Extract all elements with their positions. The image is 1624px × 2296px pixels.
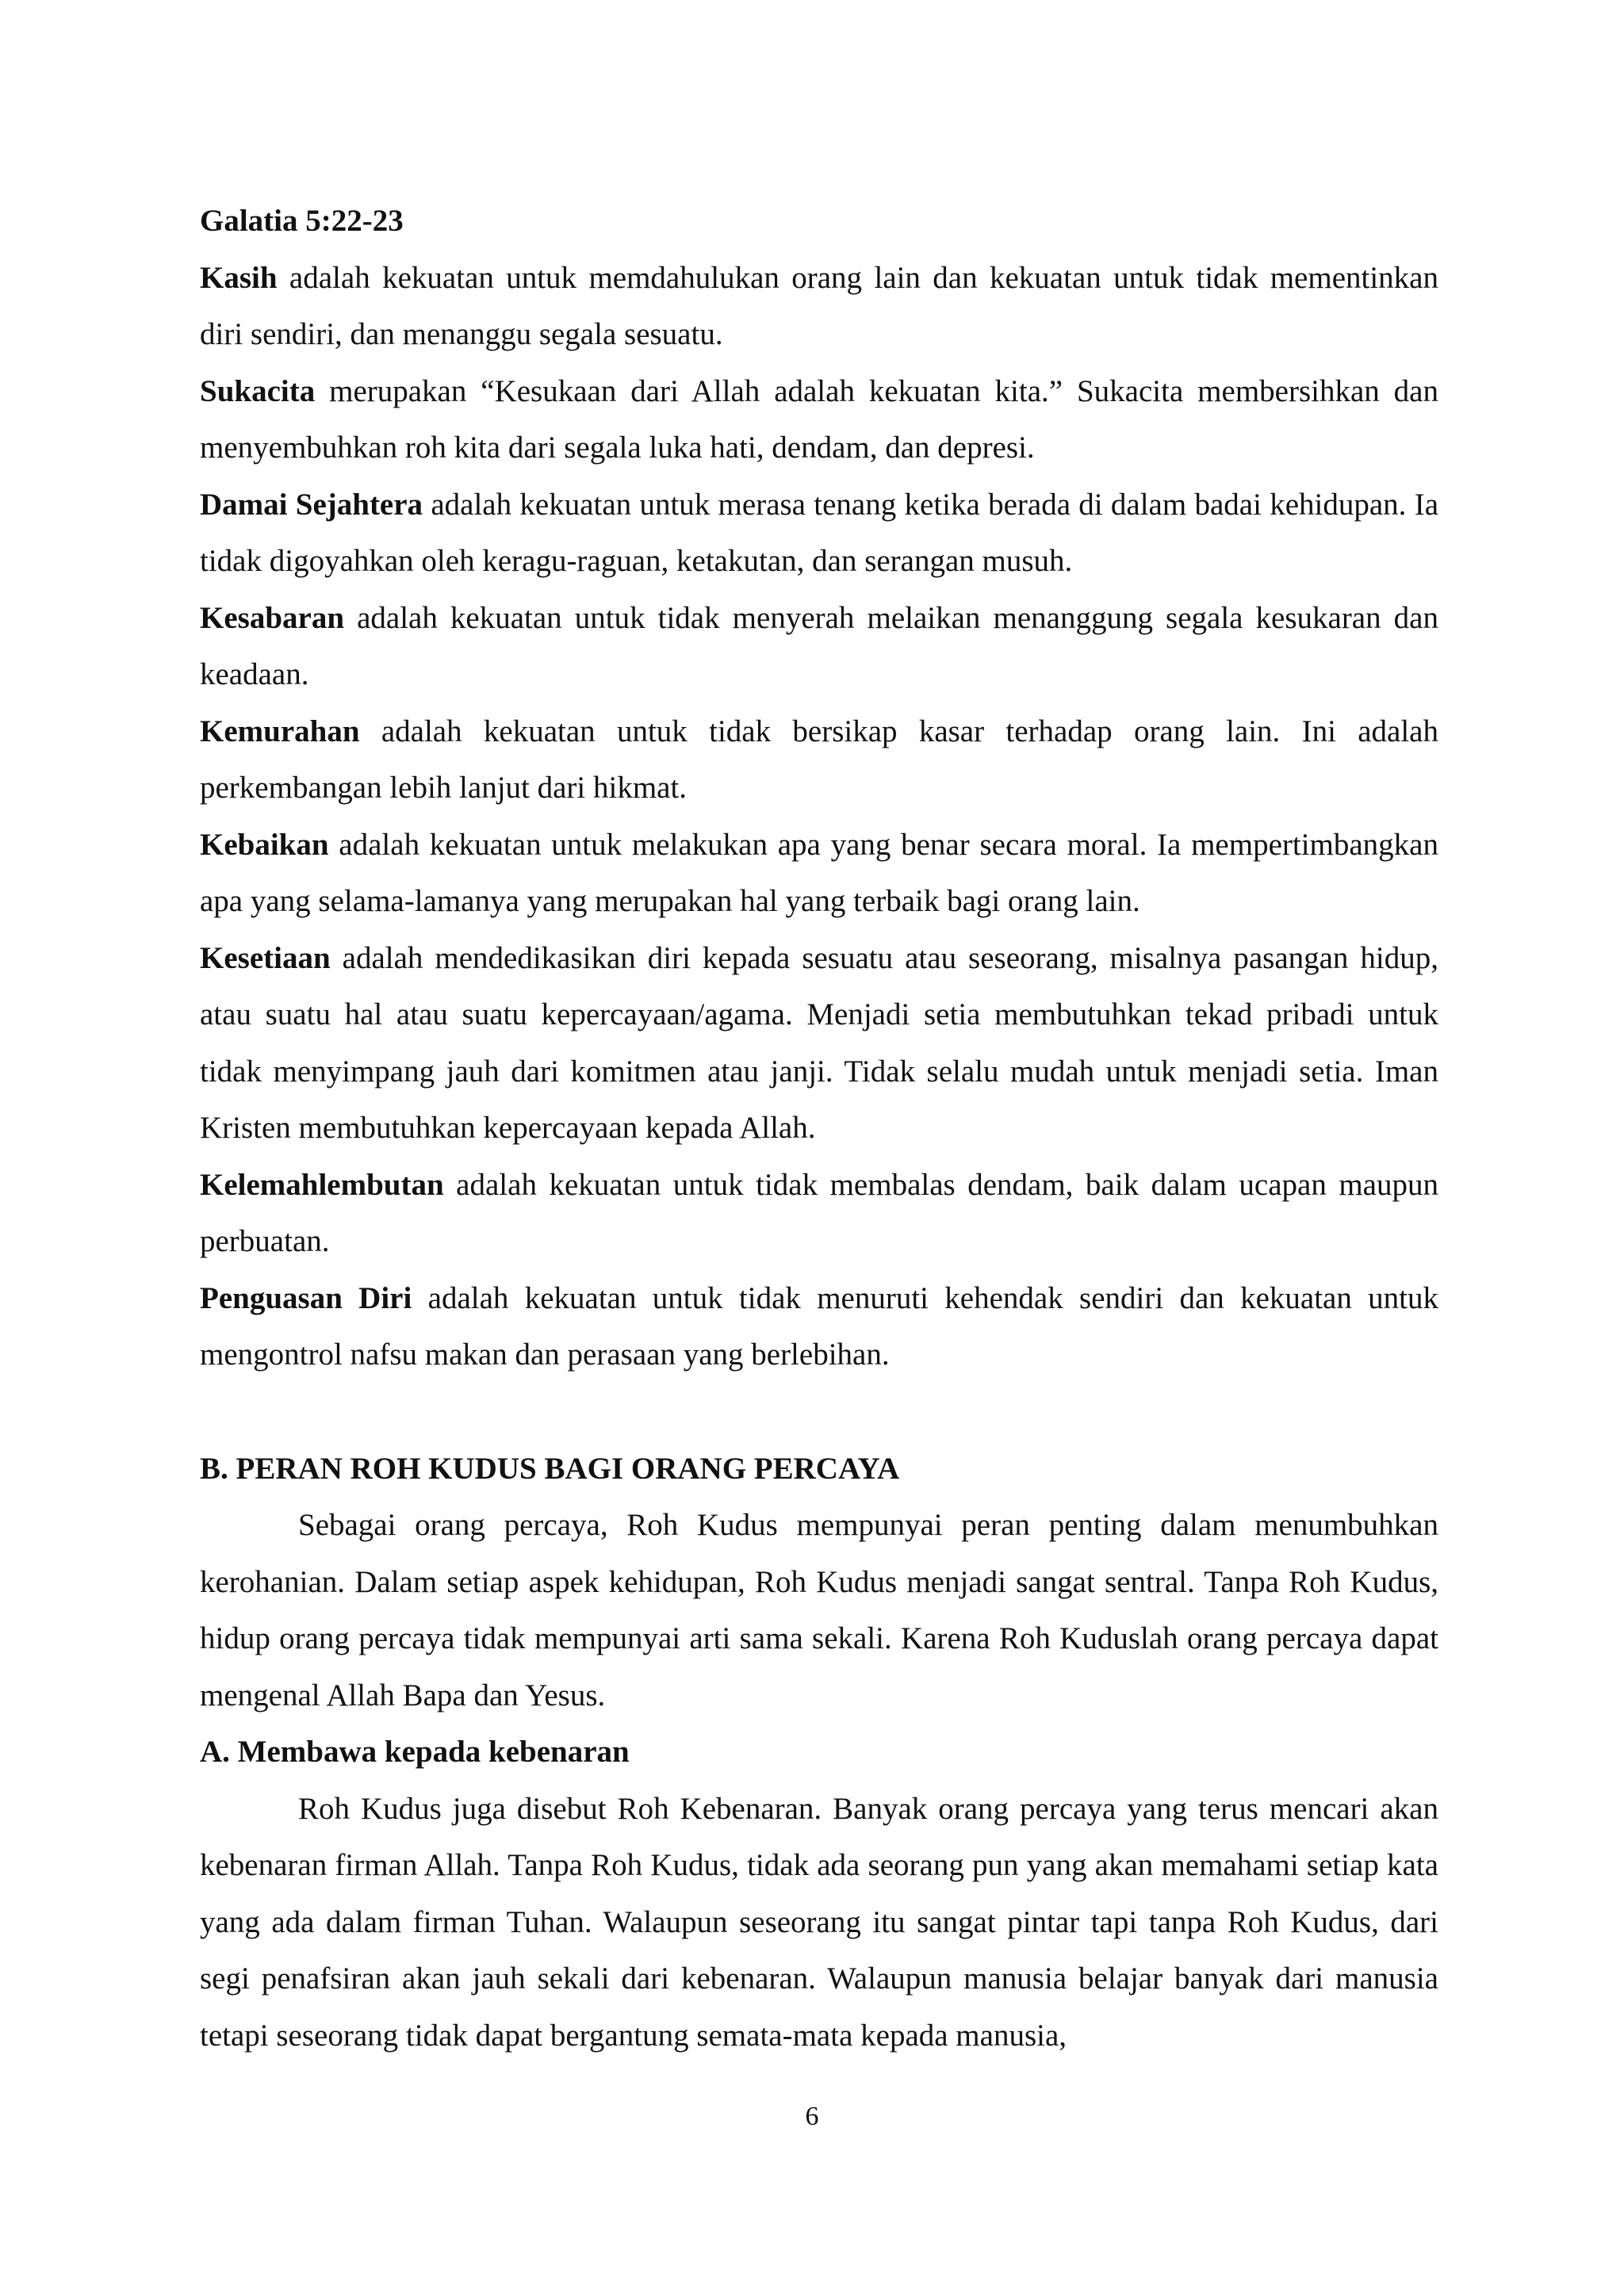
page-number: 6 (805, 2102, 819, 2131)
fruit-definition-kemurahan (200, 703, 1438, 817)
fruit-term: Kemurahan (200, 714, 360, 748)
subsection-heading: A. Membawa kepada kebenaran (200, 1735, 630, 1769)
fruit-term: Kesetiaan (200, 940, 331, 975)
section-intro-paragraph: Sebagai orang percaya, Roh Kudus mempunyai peran penting dalam menumbuhkan kerohanian. Dalam setiap aspek kehidupan, Roh Kudus menjadi sangat sentral. Tanpa Roh Kudus, hidup orang percaya tidak mempunyai arti sama sekali. Karena Roh Kuduslah orang percaya dapat mengenal Allah Bapa dan Yesus. (200, 1508, 1438, 1712)
fruit-term: Kasih (200, 260, 278, 295)
subsection-body-paragraph: Roh Kudus juga disebut Roh Kebenaran. Banyak orang percaya yang terus mencari akan kebenaran firman Allah. Tanpa Roh Kudus, tidak ada seorang pun yang akan memahami setiap kata yang ada dalam firman Tuhan. Walaupun seseorang itu sangat pintar tapi tanpa Roh Kudus, dari segi penafsiran akan jauh sekali dari kebenaran. Walaupun manusia belajar banyak dari manusia tetapi seseorang tidak dapat bergantung semata-mata kepada manusia, (200, 1791, 1438, 2053)
fruit-description: adalah kekuatan untuk tidak menuruti kehendak sendiri dan kekuatan untuk mengontrol nafsu makan dan perasaan yang berlebihan. (200, 1280, 1438, 1372)
fruit-description: adalah kekuatan untuk melakukan apa yang benar secara moral. Ia mempertimbangkan apa yang selama-lamanya yang merupakan hal yang terbaik bagi orang lain. (200, 827, 1438, 918)
fruit-term: Kelemahlembutan (200, 1167, 444, 1202)
fruit-definition-kesetiaan (200, 930, 1438, 1157)
fruit-definition-penguasan-diri (200, 1270, 1438, 1383)
fruit-description: adalah kekuatan untuk tidak menyerah melaikan menanggung segala kesukaran dan keadaan. (200, 600, 1438, 691)
fruit-description: adalah kekuatan untuk memdahulukan orang lain dan kekuatan untuk tidak mementinkan diri sendiri, dan menanggu segala sesuatu. (200, 260, 1438, 351)
fruit-term: Penguasan Diri (200, 1280, 412, 1315)
fruit-term: Damai Sejahtera (200, 487, 423, 522)
fruit-description: adalah kekuatan untuk merasa tenang ketika berada di dalam badai kehidupan. Ia tidak digoyahkan oleh keragu-raguan, ketakutan, dan serangan musuh. (200, 487, 1438, 578)
fruit-definition-damai-sejahtera (200, 476, 1438, 590)
section-heading: B. PERAN ROH KUDUS BAGI ORANG PERCAYA (200, 1451, 900, 1486)
fruit-definition-kesabaran (200, 590, 1438, 703)
fruit-term: Kebaikan (200, 827, 329, 862)
fruit-term: Kesabaran (200, 600, 345, 635)
fruit-description: adalah kekuatan untuk tidak bersikap kasar terhadap orang lain. Ini adalah perkembangan lebih lanjut dari hikmat. (200, 714, 1438, 805)
fruit-definition-kebaikan (200, 817, 1438, 930)
fruit-description: merupakan “Kesukaan dari Allah adalah kekuatan kita.” Sukacita membersihkan dan menyembuhkan roh kita dari segala luka hati, dendam, dan depresi. (200, 373, 1438, 465)
page-content (200, 193, 1438, 2064)
fruit-definition-sukacita (200, 363, 1438, 476)
fruit-term: Sukacita (200, 373, 316, 408)
fruit-description: adalah kekuatan untuk tidak membalas dendam, baik dalam ucapan maupun perbuatan. (200, 1167, 1438, 1258)
fruit-definition-kasih (200, 250, 1438, 363)
fruit-description: adalah mendedikasikan diri kepada sesuatu atau seseorang, misalnya pasangan hidup, atau suatu hal atau suatu kepercayaan/agama. Menjadi setia membutuhkan tekad pribadi untuk tidak menyimpang jauh dari komitmen atau janji. Tidak selalu mudah untuk menjadi setia. Iman Kristen membutuhkan kepercayaan kepada Allah. (200, 940, 1438, 1145)
scripture-reference-heading: Galatia 5:22-23 (200, 204, 404, 238)
fruit-definition-kelemahlembutan (200, 1157, 1438, 1270)
